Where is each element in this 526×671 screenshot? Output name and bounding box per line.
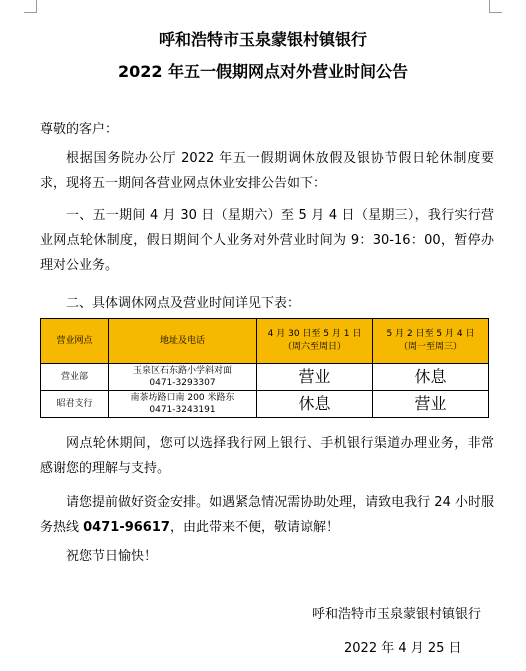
- header-period1-dates: 4 月 30 日至 5 月 1 日: [267, 329, 362, 339]
- table-row: [41, 391, 489, 418]
- header-period1: [257, 319, 373, 364]
- signature-date: 2022 年 4 月 25 日: [344, 641, 462, 656]
- paragraph-online-channels: 网点轮休期间，您可以选择我行网上银行、手机银行渠道办理业务，非常感谢您的理解与支持。: [40, 436, 494, 476]
- crop-mark-top-right: [489, 0, 502, 13]
- header-address: 地址及电话: [109, 319, 257, 364]
- branch-address: 玉泉区石东路小学斜对面: [132, 366, 232, 376]
- paragraph-hotline: [40, 490, 494, 540]
- header-period2-days: （周一至周三）: [398, 342, 462, 352]
- greeting: 尊敬的客户：: [40, 122, 119, 137]
- paragraph-table-intro: 二、具体调休网点及营业时间详见下表：: [66, 296, 301, 311]
- branch-address: 南茶坊路口南 200 米路东: [130, 393, 235, 403]
- bank-name-title: 呼和浩特市玉泉蒙银村镇银行: [158, 30, 367, 49]
- schedule-table-header: [41, 319, 489, 364]
- branch-phone: 0471-3243191: [149, 405, 216, 415]
- branch-name: 营业部: [41, 364, 109, 391]
- branch-name: 昭君支行: [41, 391, 109, 418]
- announcement-title: 2022 年五一假期网点对外营业时间公告: [117, 62, 409, 81]
- paragraph-rotation-rule: 一、五一期间 4 月 30 日（星期六）至 5 月 4 日（星期三），我行实行营业网点轮休制度，假日期间个人业务对外营业时间为 9：30-16：00，暂停办理对公业务。: [40, 208, 494, 273]
- header-branch: 营业网点: [41, 319, 109, 364]
- signature-organization: 呼和浩特市玉泉蒙银村镇银行: [312, 607, 482, 622]
- table-row: [41, 364, 489, 391]
- schedule-table: [40, 318, 489, 418]
- hotline-apology: ，由此带来不便，敬请谅解！: [169, 520, 339, 535]
- branch-address-phone: [109, 391, 257, 418]
- period1-status: 休息: [257, 391, 373, 418]
- header-period2-dates: 5 月 2 日至 5 月 4 日: [386, 329, 475, 339]
- hotline-intro: 请您提前做好资金安排。如遇紧急情况需协助处理，请致电我行 24 小时服务热线: [40, 495, 494, 535]
- period1-status: 营业: [257, 364, 373, 391]
- branch-phone: 0471-3293307: [149, 378, 216, 388]
- paragraph-holiday-wish: 祝您节日愉快！: [66, 549, 158, 564]
- branch-address-phone: [109, 364, 257, 391]
- header-period2: [373, 319, 489, 364]
- hotline-number: 0471-96617: [83, 520, 170, 535]
- crop-mark-top-left: [24, 0, 37, 13]
- header-period1-days: （周六至周日）: [282, 342, 346, 352]
- paragraph-basis: 根据国务院办公厅 2022 年五一假期调休放假及银协节假日轮休制度要求，现将五一期间各营业网点休业安排公告如下：: [40, 151, 494, 191]
- period2-status: 休息: [373, 364, 489, 391]
- period2-status: 营业: [373, 391, 489, 418]
